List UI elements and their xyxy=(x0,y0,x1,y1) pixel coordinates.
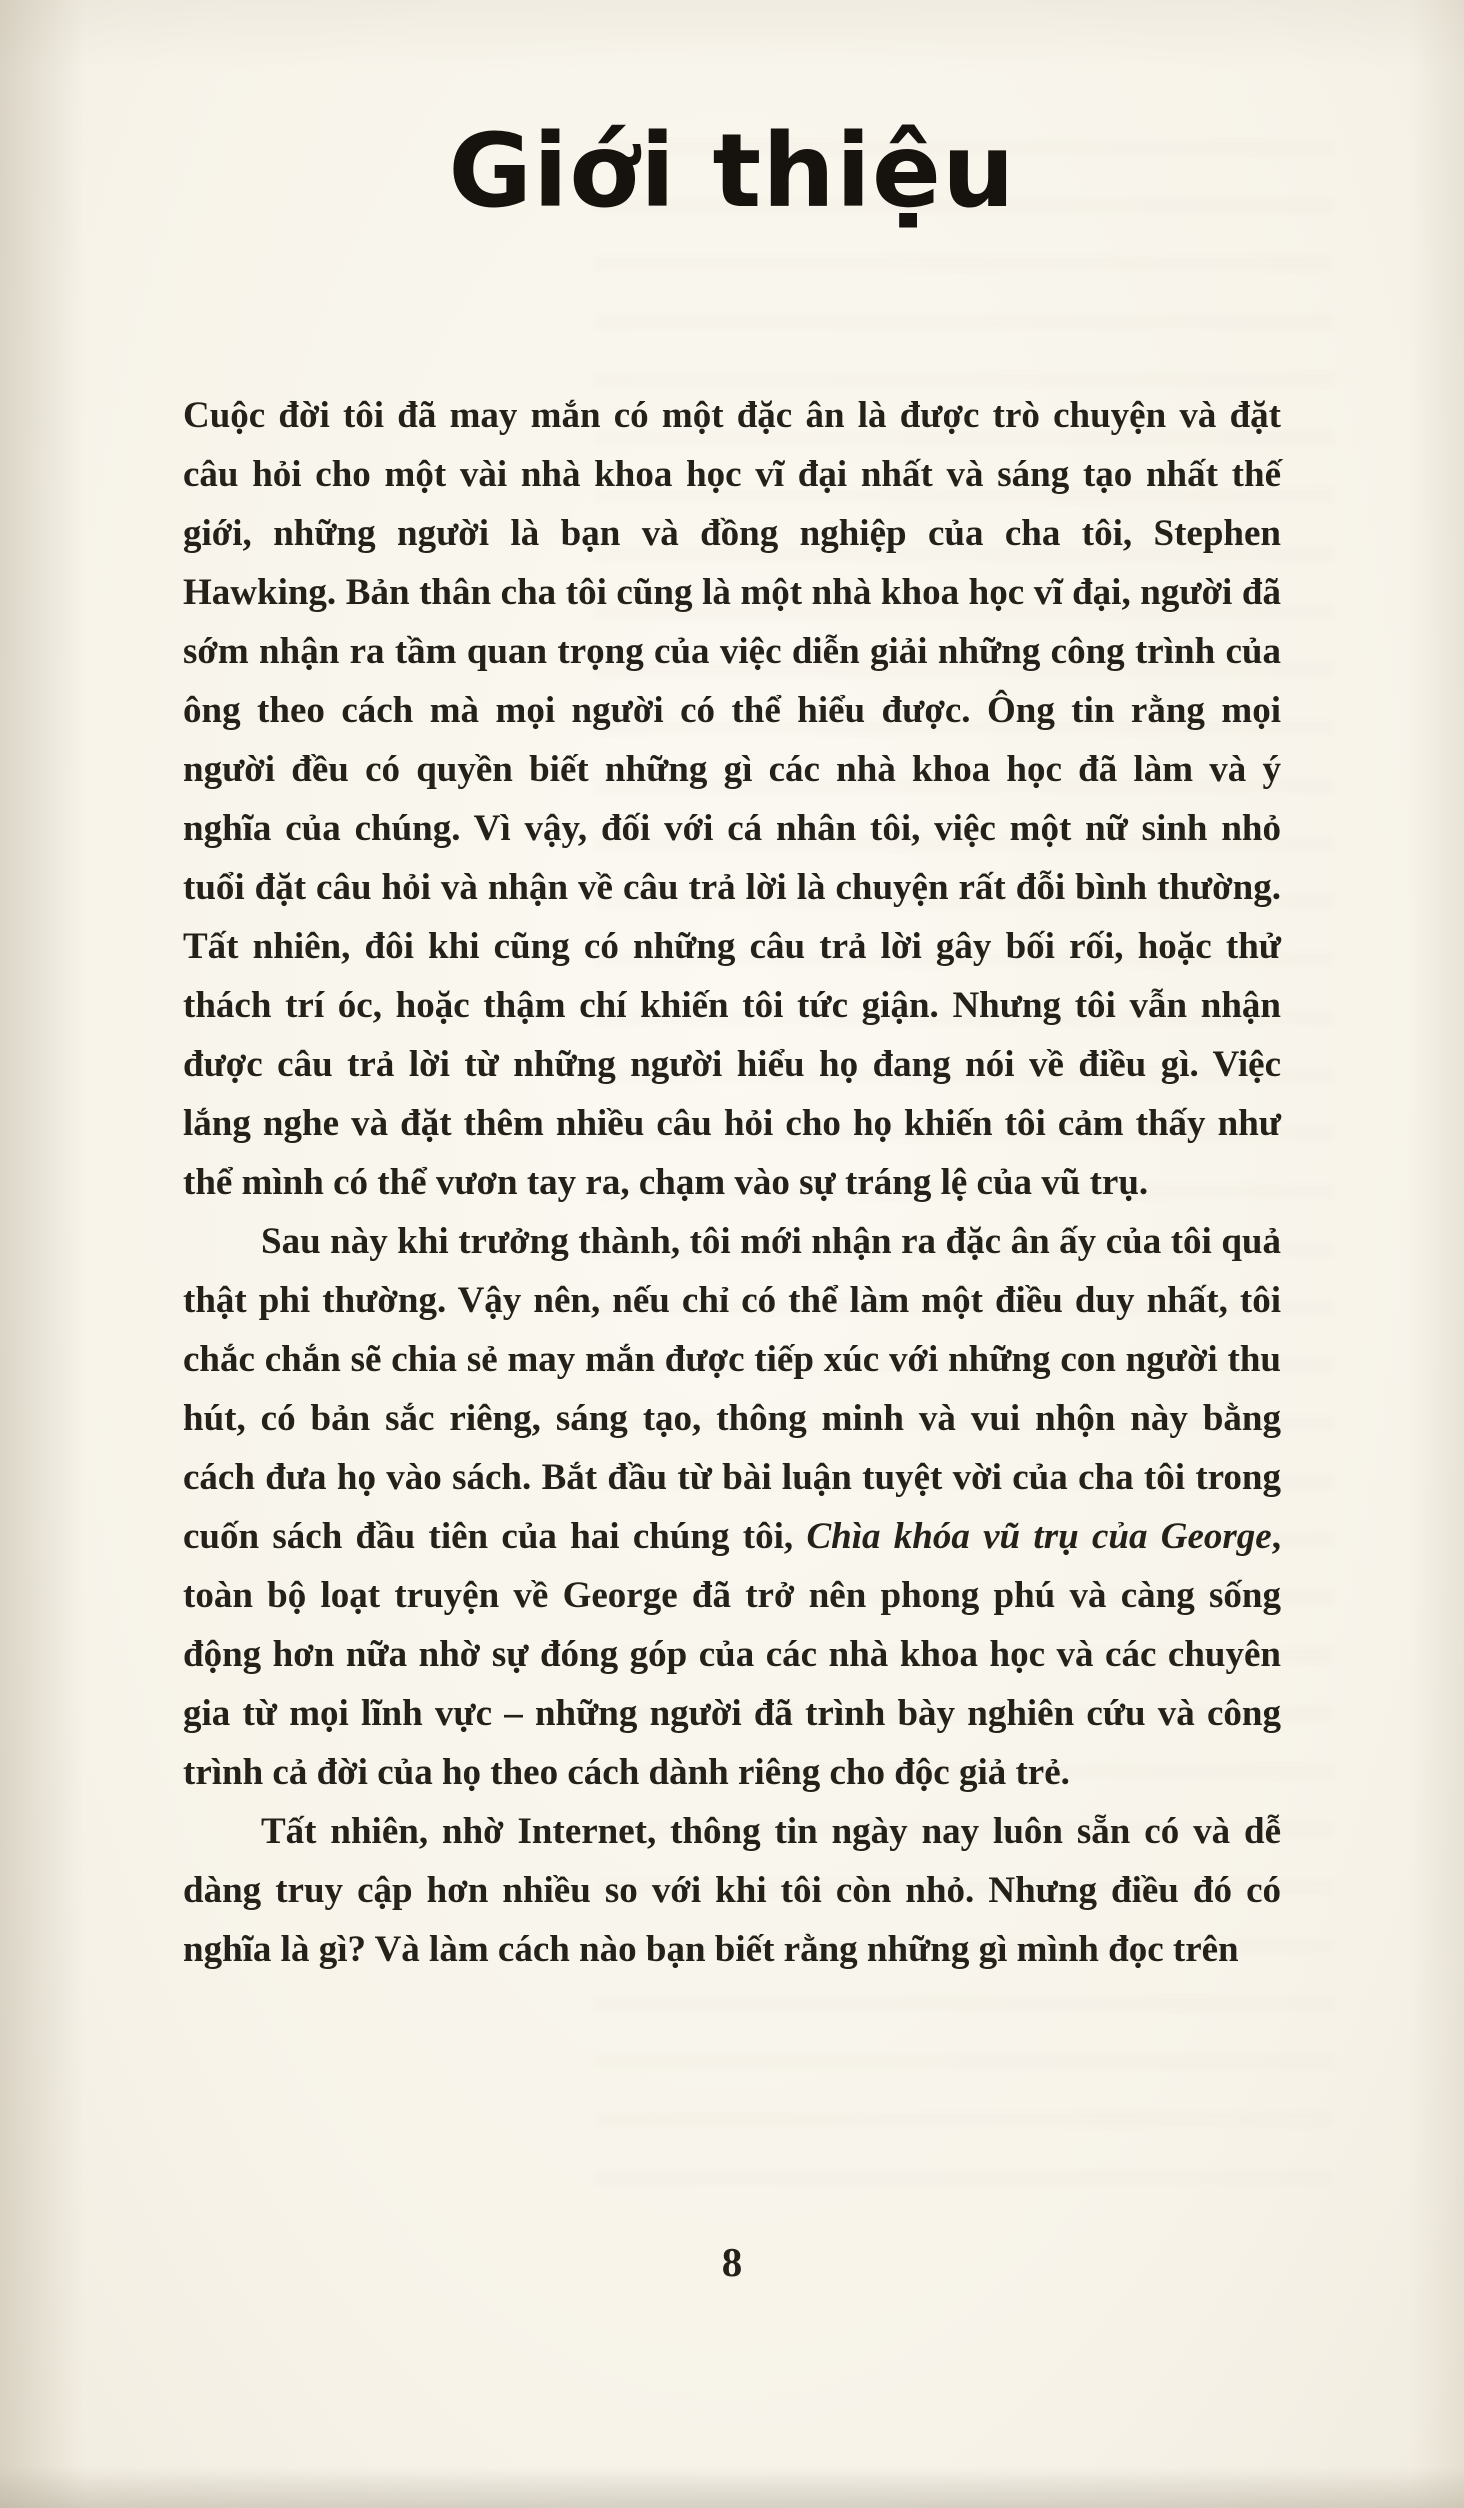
paragraph-2-text-before: Sau này khi trưởng thành, tôi mới nhận ra đặc ân ấy của tôi quả thật phi thường. Vậy nên, nếu chỉ có thể làm một điều duy nhất, tôi chắc chắn sẽ chia sẻ may mắn được tiếp xúc với những con người thu hút, có bản sắc riêng, sáng tạo, thông minh và vui nhộn này bằng cách đưa họ vào sách. Bắt đầu từ bài luận tuyệt vời của cha tôi trong cuốn sách đầu tiên của hai chúng tôi, xyxy=(183,1221,1281,1558)
page-title: Giới thiệu xyxy=(448,112,1016,231)
paragraph-3: Tất nhiên, nhờ Internet, thông tin ngày nay luôn sẵn có và dễ dàng truy cập hơn nhiều so với khi tôi còn nhỏ. Nhưng điều đó có nghĩa là gì? Và làm cách nào bạn biết rằng những gì mình đọc trên xyxy=(183,1811,1281,1971)
page-body xyxy=(183,386,1281,1979)
paragraph-1: Cuộc đời tôi đã may mắn có một đặc ân là được trò chuyện và đặt câu hỏi cho một vài nhà khoa học vĩ đại nhất và sáng tạo nhất thế giới, những người là bạn và đồng nghiệp của cha tôi, Stephen Hawking. Bản thân cha tôi cũng là một nhà khoa học vĩ đại, người đã sớm nhận ra tầm quan trọng của việc diễn giải những công trình của ông theo cách mà mọi người có thể hiểu được. Ông tin rằng mọi người đều có quyền biết những gì các nhà khoa học đã làm và ý nghĩa của chúng. Vì vậy, đối với cá nhân tôi, việc một nữ sinh nhỏ tuổi đặt câu hỏi và nhận về câu trả lời là chuyện rất đỗi bình thường. Tất nhiên, đôi khi cũng có những câu trả lời gây bối rối, hoặc thử thách trí óc, hoặc thậm chí khiến tôi tức giận. Nhưng tôi vẫn nhận được câu trả lời từ những người hiểu họ đang nói về điều gì. Việc lắng nghe và đặt thêm nhiều câu hỏi cho họ khiến tôi cảm thấy như thể mình có thể vươn tay ra, chạm vào sự tráng lệ của vũ trụ. xyxy=(183,395,1281,1204)
paragraph-2 xyxy=(183,1212,1281,1802)
book-title-italic: Chìa khóa vũ trụ của George xyxy=(806,1516,1272,1558)
page-number: 8 xyxy=(721,2239,743,2285)
paragraph-2-text-after: , toàn bộ loạt truyện về George đã trở nên phong phú và càng sống động hơn nữa nhờ sự đóng góp của các nhà khoa học và các chuyên gia từ mọi lĩnh vực – những người đã trình bày nghiên cứu và công trình cả đời của họ theo cách dành riêng cho độc giả trẻ. xyxy=(183,1516,1281,1794)
